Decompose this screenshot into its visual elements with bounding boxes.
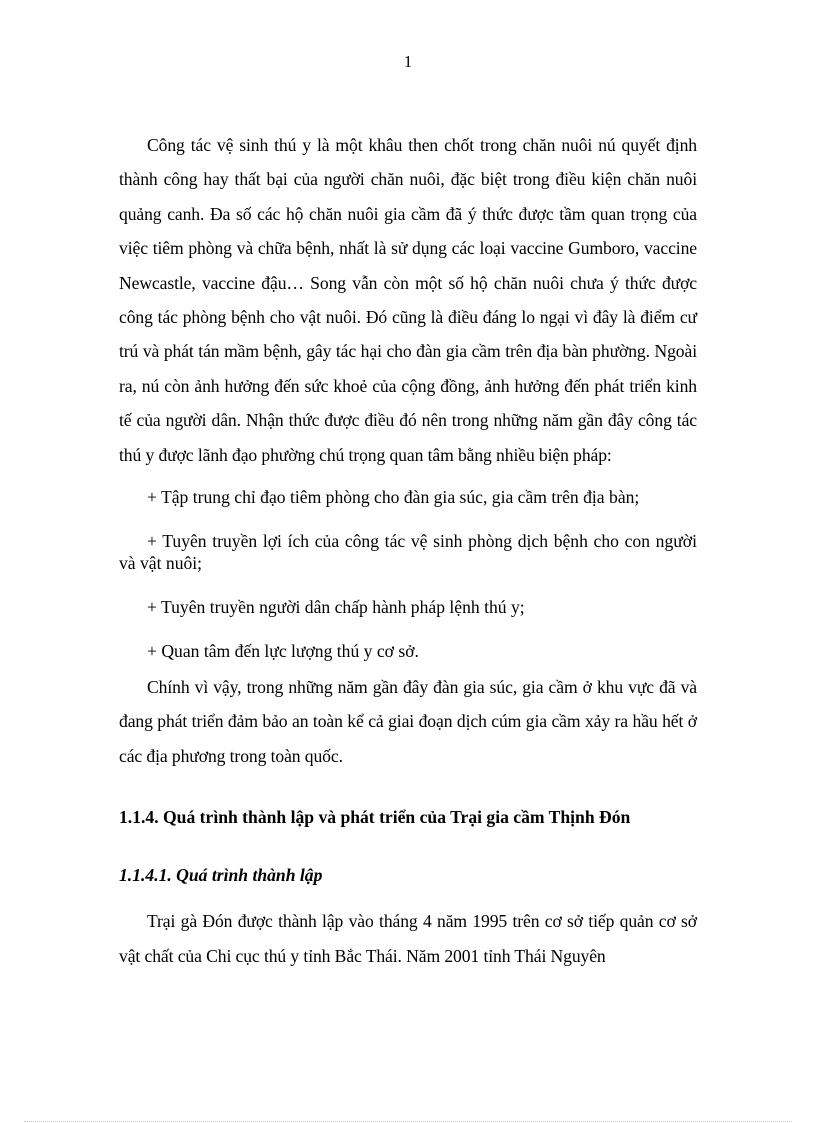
conclusion-paragraph: Chính vì vậy, trong những năm gần đây đàn gia súc, gia cầm ở khu vực đã và đang phát triển đảm bảo an toàn kể cả giai đoạn dịch cúm gia cầm xảy ra hầu hết ở các địa phương trong toàn quốc. (119, 677, 697, 766)
subsection-heading: 1.1.4.1. Quá trình thành lập (119, 865, 323, 886)
intro-paragraph: Công tác vệ sinh thú y là một khâu then chốt trong chăn nuôi nú quyết định thành công hay thất bại của người chăn nuôi, đặc biệt trong điều kiện chăn nuôi quảng canh. Đa số các hộ chăn nuôi gia cầm đã ý thức được tầm quan trọng của việc tiêm phòng và chữa bệnh, nhất là sử dụng các loại vaccine Gumboro, vaccine Newcastle, vaccine đậu… Song vẫn còn một số hộ chăn nuôi chưa ý thức được công tác phòng bệnh cho vật nuôi. Đó cũng là điều đáng lo ngại vì đây là điểm cư trú và phát tán mầm bệnh, gây tác hại cho đàn gia cầm trên địa bàn phường. Ngoài ra, nú còn ảnh hưởng đến sức khoẻ của cộng đồng, ảnh hưởng đến phát triển kinh tế của người dân. Nhận thức được điều đó nên trong những năm gần đây công tác thú y được lãnh đạo phường chú trọng quan tâm bằng nhiều biện pháp: (119, 135, 697, 465)
bullet-item: + Tuyên truyền người dân chấp hành pháp lệnh thú y; (147, 597, 525, 618)
document-body (119, 128, 697, 973)
bullet-item: + Quan tâm đến lực lượng thú y cơ sở. (147, 641, 419, 662)
section-heading: 1.1.4. Quá trình thành lập và phát triển của Trại gia cầm Thịnh Đón (119, 807, 631, 828)
page-number: 1 (403, 52, 413, 71)
bullet-item: + Tập trung chỉ đạo tiêm phòng cho đàn gia súc, gia cầm trên địa bàn; (147, 487, 640, 508)
section-body-paragraph: Trại gà Đón được thành lập vào tháng 4 năm 1995 trên cơ sở tiếp quản cơ sở vật chất của Chi cục thú y tỉnh Bắc Thái. Năm 2001 tỉnh Thái Nguyên (119, 911, 697, 966)
page-bottom-divider (24, 1121, 792, 1122)
bullet-item: + Tuyên truyền lợi ích của công tác vệ sinh phòng dịch bệnh cho con người và vật nuôi; (119, 531, 697, 574)
